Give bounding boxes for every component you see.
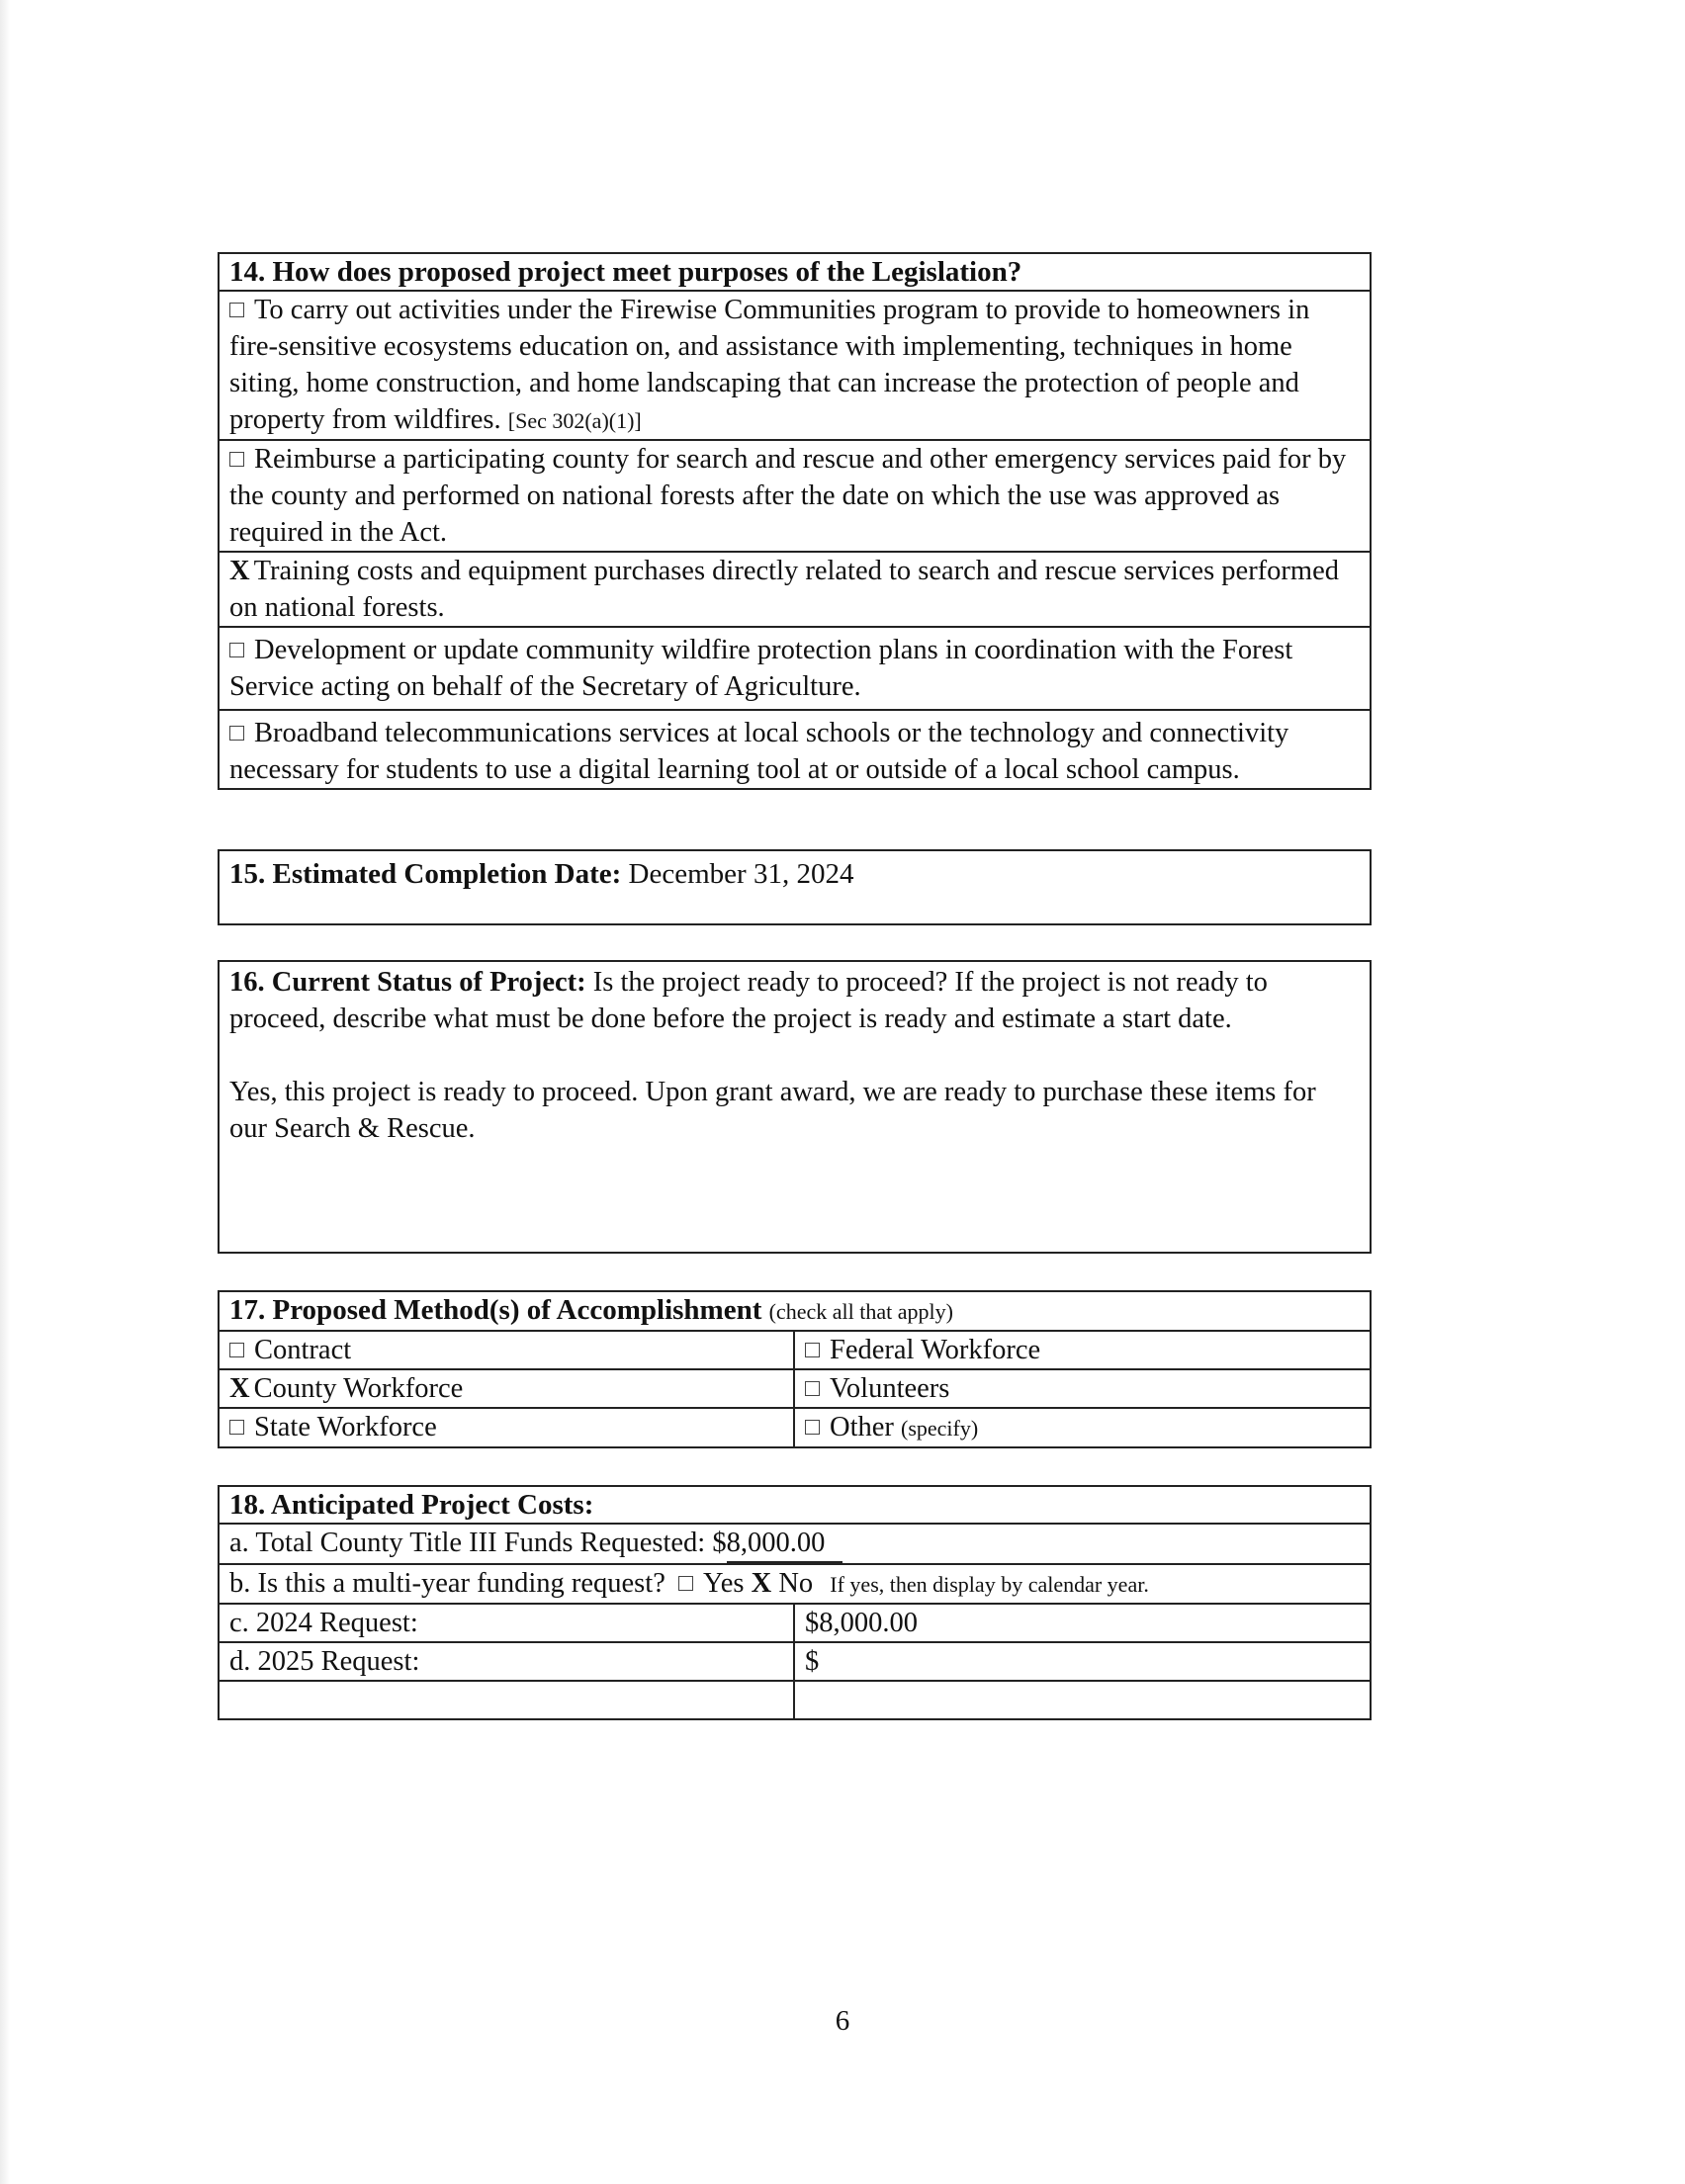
q18-2025-label: d. 2025 Request: [220, 1643, 795, 1680]
section-16-label: 16. Current Status of Project: [229, 967, 586, 998]
section-17-heading: 17. Proposed Method(s) of Accomplishment (check all that apply) [229, 1294, 953, 1326]
q18-empty-label-cell[interactable] [220, 1682, 795, 1718]
checkbox-empty[interactable] [229, 1343, 244, 1357]
q14-option-reimburse[interactable]: Reimburse a participating county for search and rescue and other emergency services paid for by the county and performed on national forests after the date on which the use was approved as required in the Act. [220, 439, 1370, 551]
q14-option-firewise[interactable]: To carry out activities under the Firewise Communities program to provide to homeowners in fire-sensitive ecosystems education on, and assistance with implementing, techniques in home siting, home construction, and home landscaping that can increase the protection of people and property from wildfires. [Sec 302(a)(1)] [220, 290, 1370, 439]
completion-date[interactable]: December 31, 2024 [628, 858, 854, 890]
q17-option-county[interactable]: X County Workforce [220, 1370, 795, 1407]
total-funds-value[interactable]: 8,000.00 [727, 1525, 843, 1563]
q17-option-federal[interactable]: Federal Workforce [795, 1332, 1370, 1368]
section-16-question: 16. Current Status of Project: Is the project ready to proceed? If the project is not ready to proceed, describe what must be done before the project is ready and estimate a start date. [229, 967, 1268, 1034]
q18-row-empty [220, 1680, 1370, 1718]
checkbox-marked[interactable]: X [229, 556, 250, 586]
section-16-box [218, 960, 1372, 1254]
q18-multi-year: b. Is this a multi-year funding request? Yes X No If yes, then display by calendar year. [220, 1563, 1370, 1603]
checkbox-empty[interactable] [229, 303, 244, 317]
q17-option-state[interactable]: State Workforce [220, 1409, 795, 1446]
section-14-heading: 14. How does proposed project meet purposes of the Legislation? [229, 256, 1022, 288]
scan-edge [0, 0, 10, 2184]
checkbox-empty[interactable] [805, 1343, 820, 1357]
q14-option-training[interactable]: X Training costs and equipment purchases directly related to search and rescue services performed on national forests. [220, 551, 1370, 626]
section-15-line [220, 851, 1370, 893]
q18-empty-value-cell[interactable] [795, 1682, 1370, 1718]
checkbox-marked[interactable]: X [751, 1568, 772, 1599]
q18-2025-value[interactable]: $ [805, 1646, 820, 1677]
section-16-answer[interactable]: Yes, this project is ready to proceed. Upon grant award, we are ready to purchase these items for our Search & Rescue. [229, 1077, 1316, 1144]
q14-option-cwpp[interactable]: Development or update community wildfire protection plans in coordination with the Forest Service acting on behalf of the Secretary of Agriculture. [220, 626, 1370, 709]
checkbox-empty[interactable] [229, 726, 244, 741]
checkbox-empty[interactable] [805, 1420, 820, 1435]
checkbox-empty[interactable] [229, 1420, 244, 1435]
checkbox-empty[interactable] [229, 452, 244, 467]
q17-row-1 [220, 1330, 1370, 1368]
section-18-box [218, 1485, 1372, 1720]
section-15-box [218, 849, 1372, 925]
checkbox-empty[interactable] [805, 1381, 820, 1396]
q18-2024-label: c. 2024 Request: [220, 1605, 795, 1641]
checkbox-empty[interactable] [229, 643, 244, 657]
q18-row-2025 [220, 1641, 1370, 1680]
section-14-box [218, 252, 1372, 790]
q18-row-2024 [220, 1603, 1370, 1641]
section-15-label: 15. Estimated Completion Date: [229, 858, 622, 890]
q18-total-requested: a. Total County Title III Funds Requested: $8,000.00 [220, 1523, 1370, 1563]
q17-row-2 [220, 1368, 1370, 1407]
section-18-heading: 18. Anticipated Project Costs: [229, 1489, 594, 1521]
q17-row-3 [220, 1407, 1370, 1446]
q14-option-broadband[interactable]: Broadband telecommunications services at local schools or the technology and connectivity necessary for students to use a digital learning tool at or outside of a local school campus. [220, 709, 1370, 788]
section-17-box [218, 1290, 1372, 1448]
q17-option-contract[interactable]: Contract [220, 1332, 795, 1368]
q18-2024-value[interactable]: $8,000.00 [805, 1608, 918, 1638]
checkbox-marked[interactable]: X [229, 1373, 250, 1404]
checkbox-empty[interactable] [678, 1576, 693, 1591]
q17-option-other[interactable]: Other (specify) [795, 1409, 1370, 1446]
q17-option-volunteers[interactable]: Volunteers [795, 1370, 1370, 1407]
page-number: 6 [835, 2005, 850, 2037]
